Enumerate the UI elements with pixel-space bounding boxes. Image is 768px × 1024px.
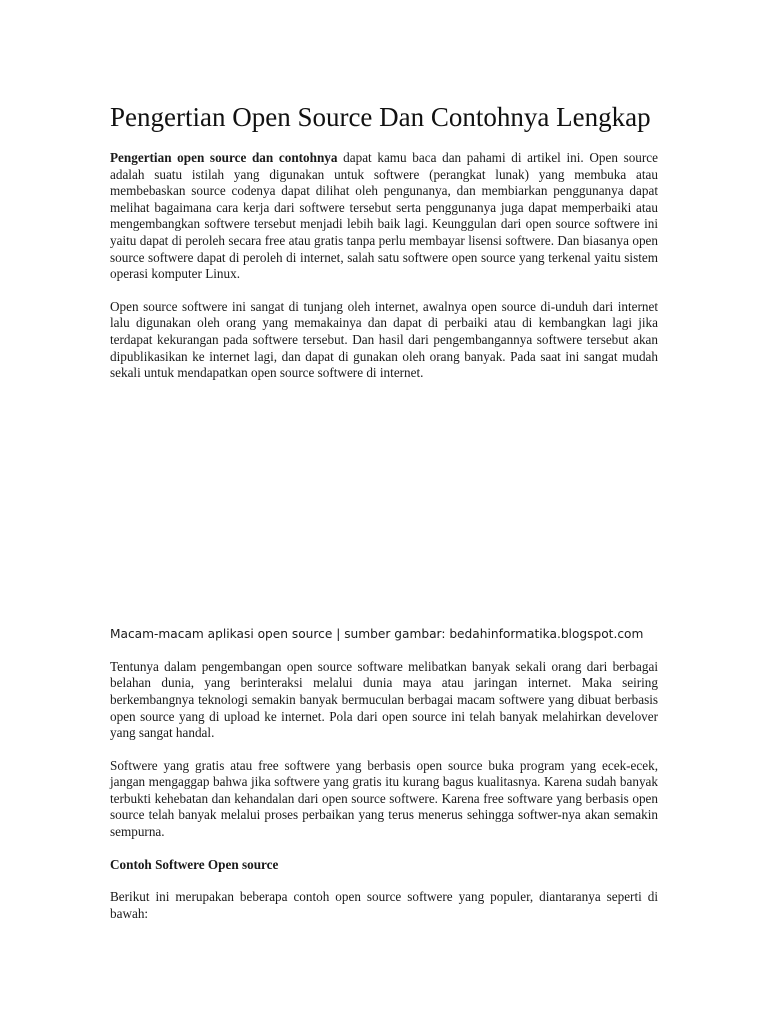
section-subheading: Contoh Softwere Open source (110, 856, 279, 872)
paragraph-2: Open source softwere ini sangat di tunjang oleh internet, awalnya open source di-unduh dari internet lalu digunakan oleh orang yang memakainya dan dapat di perbaiki atau di kembangkan lagi jika terdapat kekurangan pada softwere tersebut. Dan hasil dari pengembangannya softwere tersebut akan dipublikasikan ke internet lagi, dan dapat di gunakan oleh orang banyak. Pada saat ini sangat mudah sekali untuk mendapatkan open source softwere di internet. (110, 298, 658, 381)
article-title: Pengertian Open Source Dan Contohnya Lengkap (110, 102, 651, 132)
intro-text: dapat kamu baca dan pahami di artikel ini. Open source adalah suatu istilah yang digunakan untuk softwere (perangkat lunak) yang membuka atau membebaskan source codenya dapat dilihat oleh pengunanya, dan membiarkan penggunanya dapat melihat bagaimana cara kerja dari softwere tersebut serta penggunanya juga dapat memperbaiki atau mengembangkan softwere tersebut menjadi lebih baik lagi. Keunggulan dari open source softwere ini yaitu dapat di peroleh secara free atau gratis tanpa perlu membayar lisensi softwere. Dan biasanya open source softwere dapat di peroleh di internet, salah satu softwere open source yang terkenal yaitu sistem operasi komputer Linux. (110, 150, 658, 282)
document-page (110, 100, 658, 938)
intro-bold-text: Pengertian open source dan contohnya (110, 150, 338, 165)
article-image-area (110, 398, 658, 626)
paragraph-3: Tentunya dalam pengembangan open source software melibatkan banyak sekali orang dari berbagai belahan dunia, yang berinteraksi melalui dunia maya atau jaringan internet. Maka seiring berkembangnya teknologi semakin banyak bermuculan berbagai macam softwere yang dibuat berbasis open source yang di upload ke internet. Pola dari open source ini telah banyak melahirkan develover yang sangat handal. (110, 658, 658, 741)
image-caption: Macam-macam aplikasi open source | sumber gambar: bedahinformatika.blogspot.com (110, 626, 644, 641)
paragraph-4: Softwere yang gratis atau free softwere yang berbasis open source buka program yang ecek-ecek, jangan mengaggap bahwa jika softwere yang gratis itu kurang bagus kualitasnya. Karena sudah banyak terbukti kehebatan dan kehandalan dari open source softwere. Karena free software yang berbasis open source telah banyak melalui proses perbaikan yang terus menerus sehingga softwer-nya akan semakin sempurna. (110, 757, 658, 840)
intro-paragraph (110, 150, 658, 283)
paragraph-5: Berikut ini merupakan beberapa contoh open source softwere yang populer, diantaranya seperti di bawah: (110, 889, 658, 921)
